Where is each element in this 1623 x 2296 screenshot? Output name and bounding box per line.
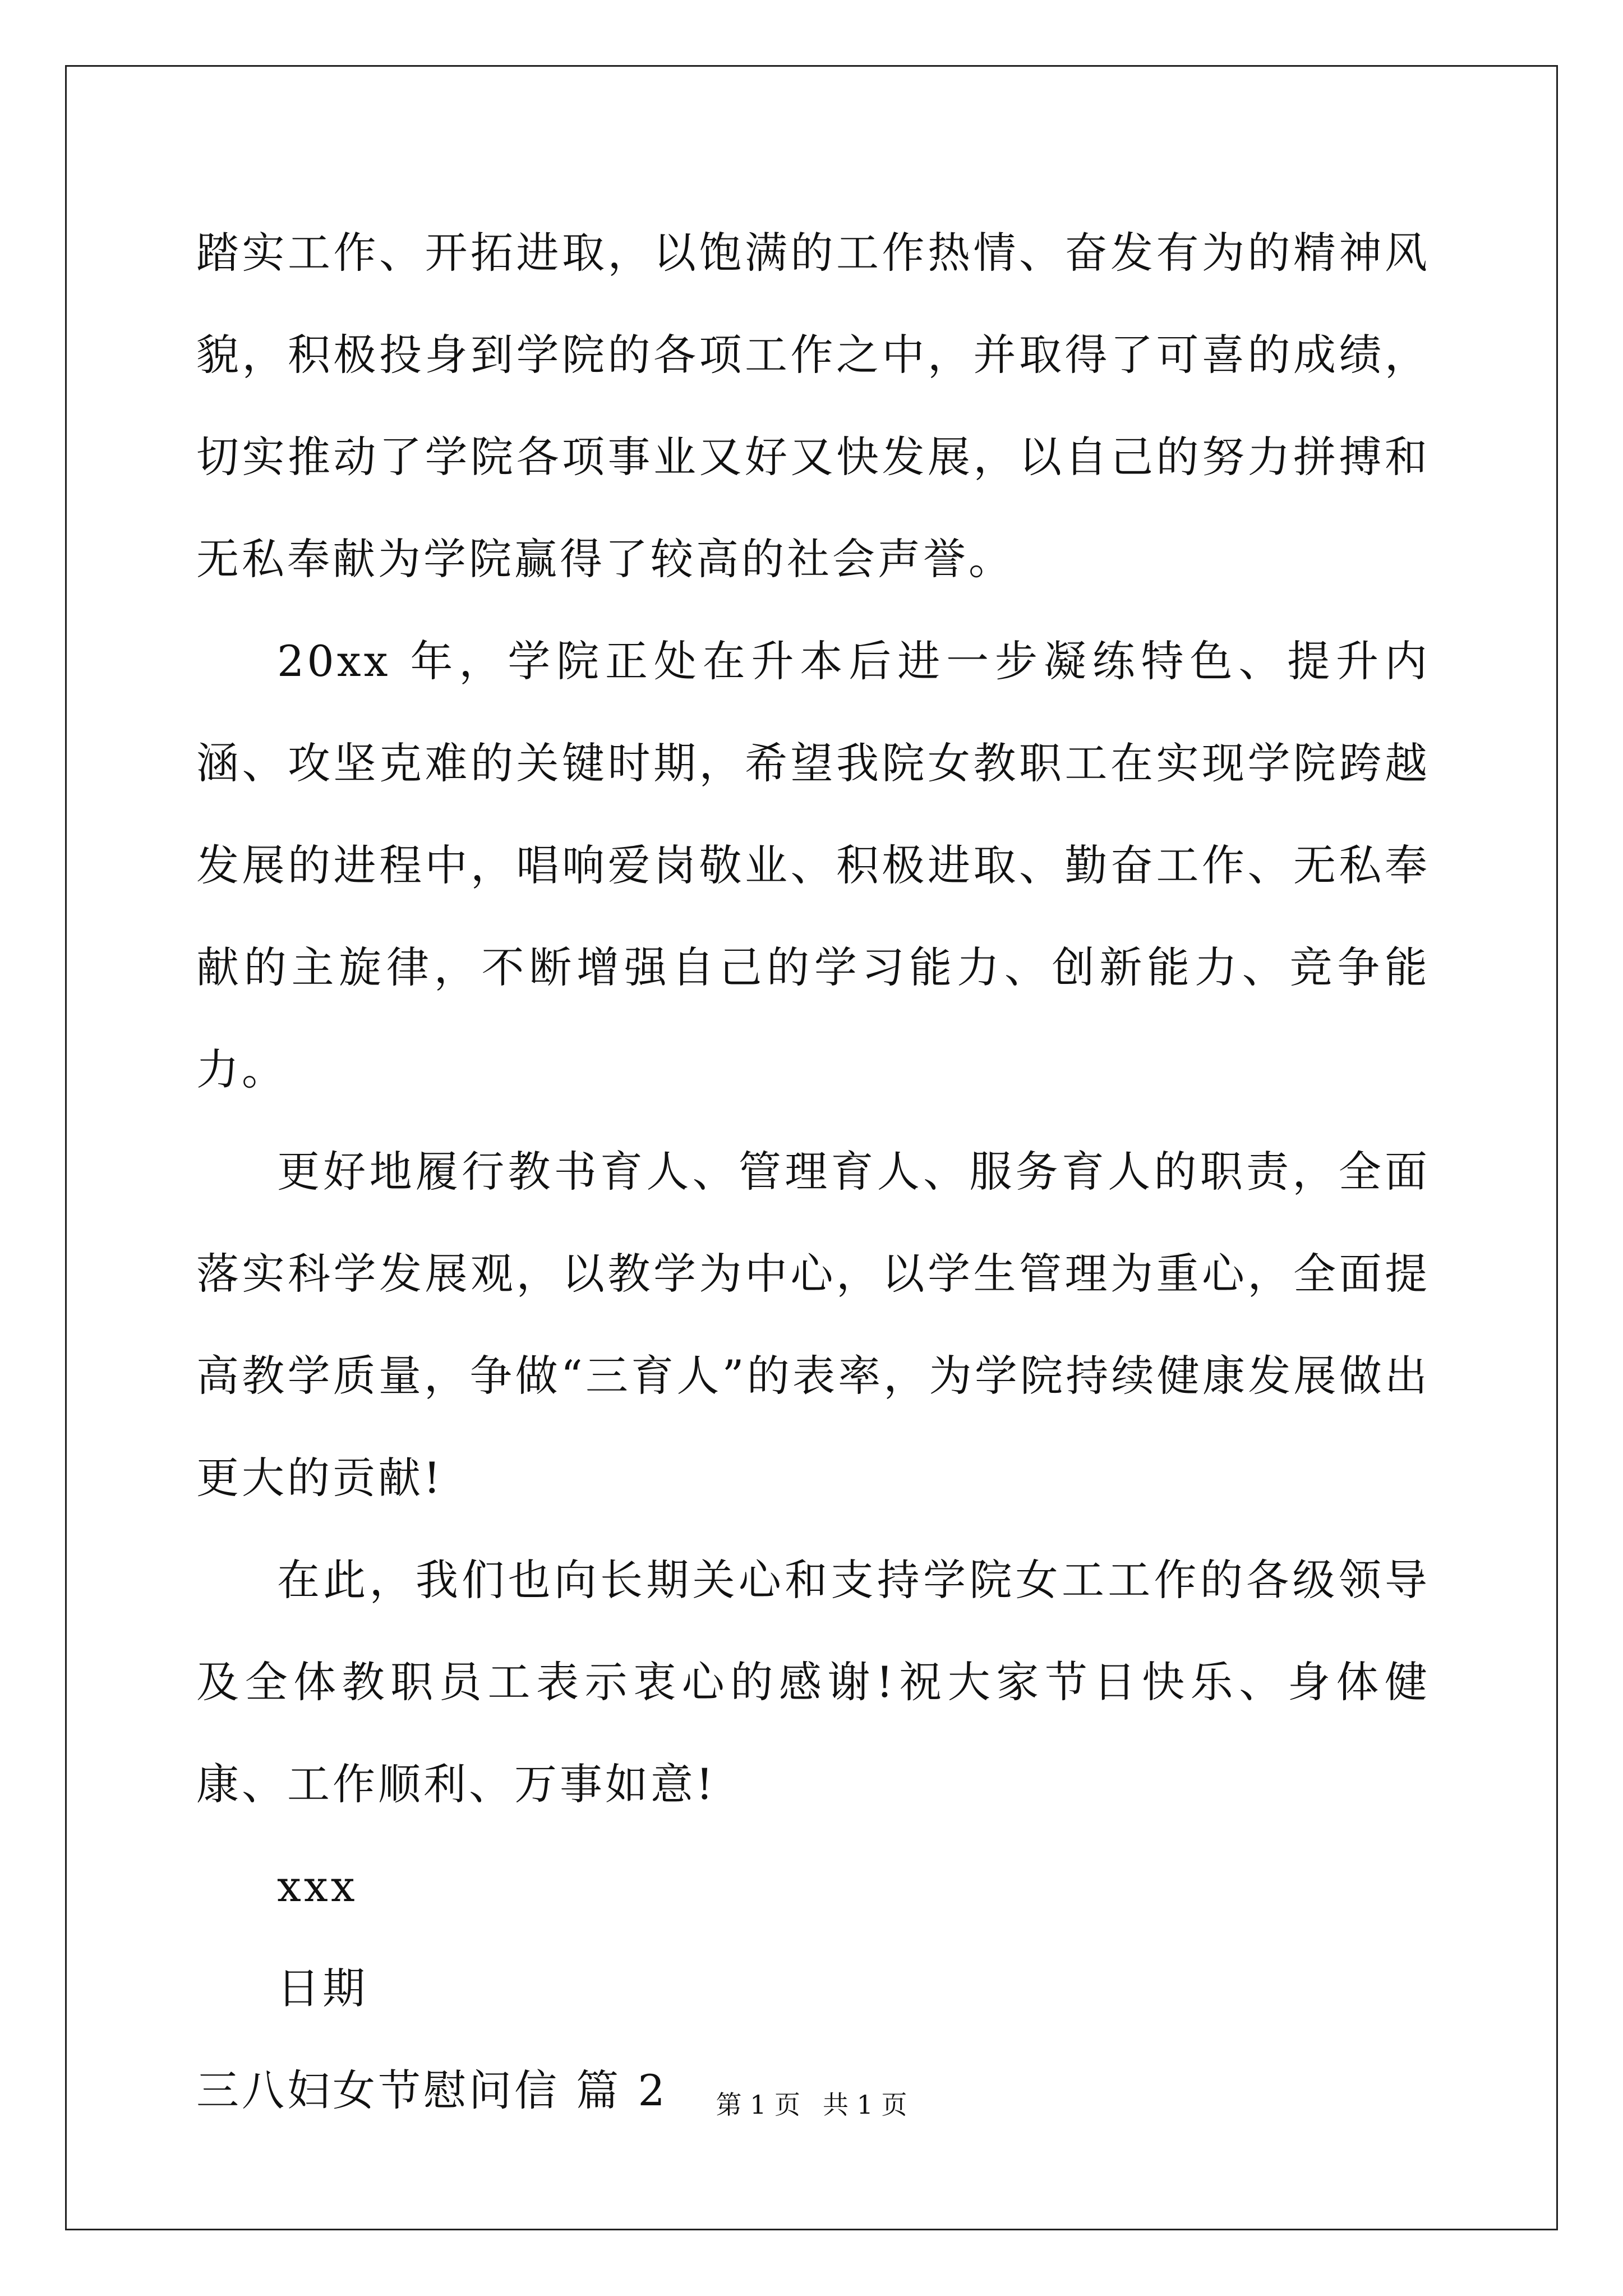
date-label: 日期	[277, 1963, 368, 2013]
paragraph-2: 20xx 年，学院正处在升本后进一步凝练特色、提升内涵、攻坚克难的关键时期，希望我院女教职工在实现学院跨越发展的进程中，唱响爱岗敬业、积极进取、勤奋工作、无私奉献的主旋律，不断增强自己的学习能力、创新能力、竞争能力。	[196, 636, 1430, 1094]
page-footer	[0, 2088, 1623, 2122]
paragraph-3: 更好地履行教书育人、管理育人、服务育人的职责，全面落实科学发展观，以教学为中心，以学生管理为重心，全面提高教学质量，争做“三育人”的表率，为学院持续健康发展做出更大的贡献!	[196, 1147, 1430, 1503]
signature: xxx	[277, 1861, 358, 1911]
page-number-total: 共 1 页	[823, 2090, 907, 2120]
next-section-heading: 三八妇女节慰问信 篇 2	[196, 2065, 668, 2115]
paragraph-4: 在此，我们也向长期关心和支持学院女工工作的各级领导及全体教职员工表示衷心的感谢!祝大家节日快乐、身体健康、工作顺利、万事如意!	[196, 1555, 1430, 1809]
paragraph-1: 踏实工作、开拓进取，以饱满的工作热情、奋发有为的精神风貌，积极投身到学院的各项工作之中，并取得了可喜的成绩，切实推动了学院各项事业又好又快发展，以自己的努力拼搏和无私奉献为学院赢得了较高的社会声誉。	[196, 228, 1430, 584]
page-number-current: 第 1 页	[716, 2090, 800, 2120]
document-body	[196, 202, 1430, 2142]
